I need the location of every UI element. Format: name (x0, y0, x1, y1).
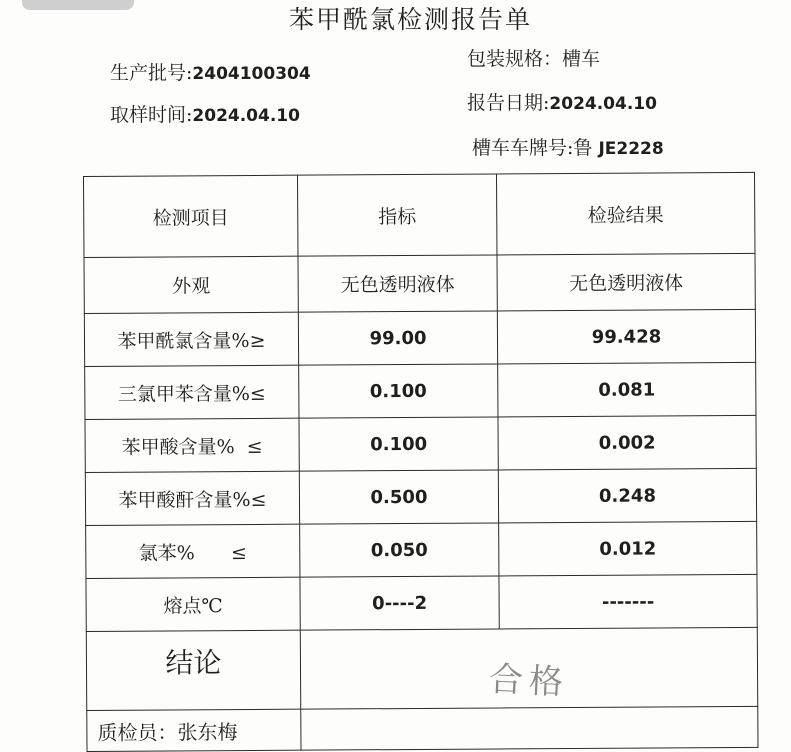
table-row (85, 362, 756, 419)
inspector-name: 质检员：张东梅 (97, 719, 238, 745)
row-result: 0.081 (498, 362, 756, 417)
results-table-wrapper (83, 172, 754, 745)
row-result: 0.012 (499, 521, 757, 576)
table-row (84, 309, 755, 366)
package-spec: 包装规格：槽车 (467, 48, 601, 70)
table-row (84, 253, 755, 313)
row-spec: 0.100 (299, 417, 498, 471)
table-row (85, 415, 756, 472)
row-item: 外观 (84, 256, 298, 313)
conclusion-row (86, 627, 757, 710)
row-result: 0.002 (498, 415, 756, 470)
table-row (86, 521, 757, 578)
inspector-blank-cell (301, 706, 758, 750)
header-item: 检测项目 (84, 175, 298, 257)
row-result: 99.428 (497, 309, 755, 364)
results-table (83, 172, 759, 752)
pass-stamp: 合格 (488, 658, 570, 703)
header-result: 检验结果 (496, 172, 754, 255)
batch-number: 生产批号:2404100304 (110, 62, 311, 84)
row-item: 苯甲酸酐含量%≤ (85, 471, 299, 525)
row-item: 熔点℃ (86, 577, 300, 631)
table-row (85, 468, 756, 525)
row-result: 无色透明液体 (497, 253, 755, 311)
row-item: 苯甲酰氯含量%≥ (84, 312, 298, 366)
tanker-plate: 槽车车牌号:鲁 JE2228 (472, 137, 664, 159)
table-row (86, 574, 757, 631)
row-spec: 无色透明液体 (298, 255, 497, 312)
report-date: 报告日期:2024.04.10 (467, 92, 657, 114)
conclusion-value-cell (300, 627, 757, 709)
row-spec: 0----2 (300, 576, 499, 630)
conclusion-label-cell (86, 630, 300, 710)
header-spec: 指标 (297, 174, 496, 256)
row-item: 苯甲酸含量% ≤ (85, 418, 299, 472)
inspector-row (87, 706, 758, 751)
report-title: 苯甲酰氯检测报告单 (288, 5, 532, 34)
row-spec: 99.00 (298, 311, 497, 365)
table-header-row (84, 172, 755, 257)
sampling-time: 取样时间:2024.04.10 (110, 104, 300, 126)
row-result: ------- (499, 574, 757, 629)
row-result: 0.248 (498, 468, 756, 523)
row-spec: 0.050 (300, 523, 499, 577)
row-spec: 0.500 (299, 470, 498, 524)
conclusion-label: 结论 (165, 646, 222, 680)
row-item: 三氯甲苯含量%≤ (85, 365, 299, 419)
inspector-cell (87, 709, 301, 751)
row-item: 氯苯% ≤ (86, 524, 300, 578)
row-spec: 0.100 (299, 364, 498, 418)
